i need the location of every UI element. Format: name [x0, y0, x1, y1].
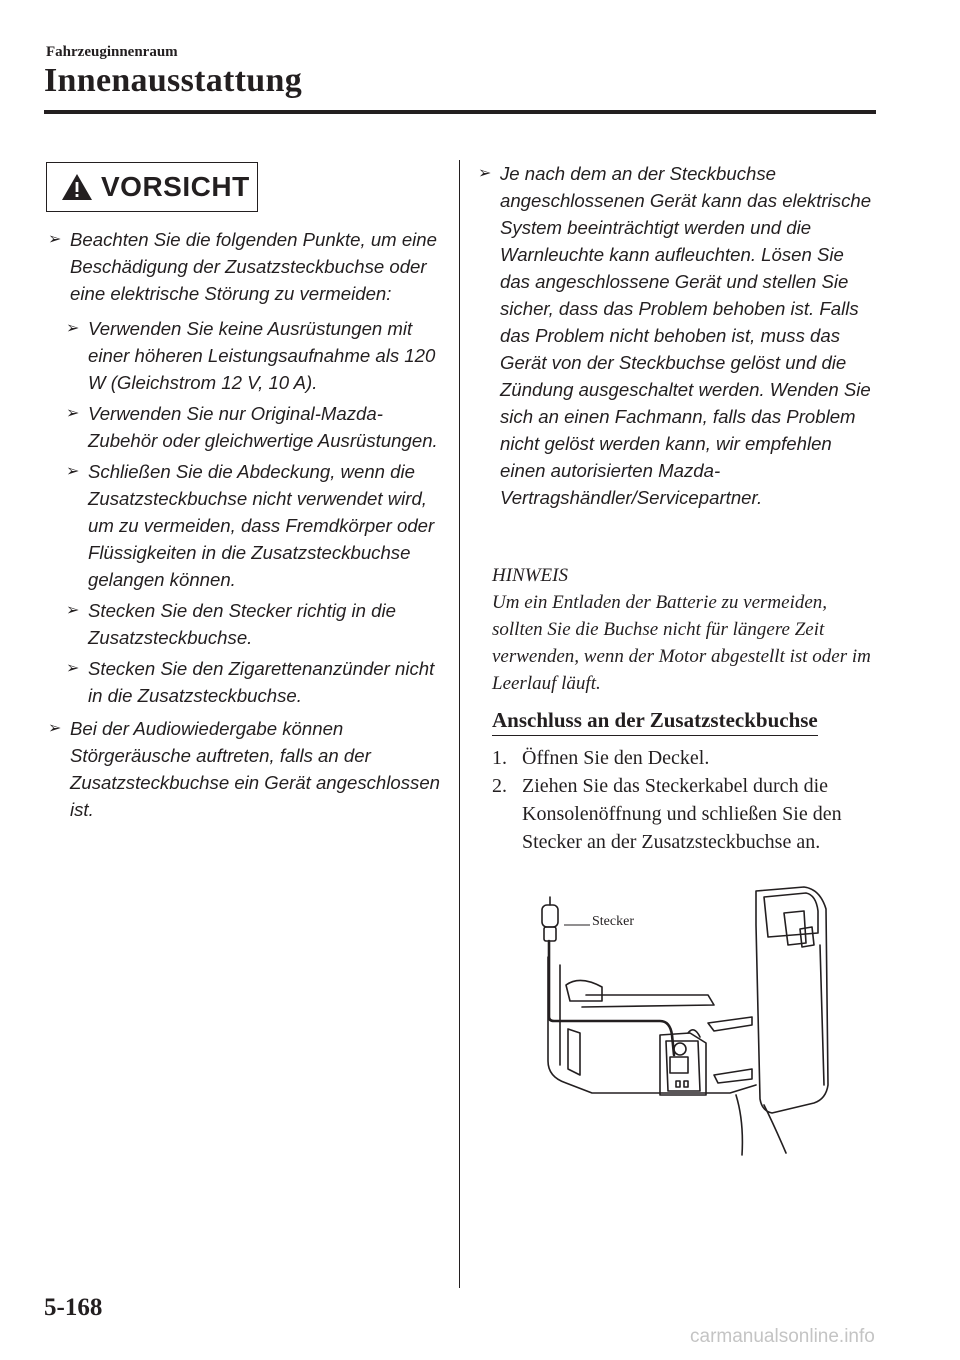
caution-subitem: [66, 458, 442, 593]
plug-callout: Stecker: [592, 914, 634, 929]
step-number: 2.: [492, 775, 507, 797]
warning-box: [46, 162, 258, 212]
arrow-bullet-icon: ➢: [478, 165, 492, 182]
arrow-bullet-icon: ➢: [66, 602, 80, 619]
caution-text: Je nach dem an der Steckbuchse angeschlossenen Gerät kann das elektrische System beeinträchtigt werden und die Warnleuchte kann aufleuchten. Lösen Sie das angeschlossene Gerät und stellen Sie sicher, dass das Problem behoben ist. Falls das Problem nicht behoben ist, muss das Gerät von der Steckbuchse gelöst und die Zündung ausgeschaltet werden. Wenden Sie sich an einen Fachmann, falls das Problem nicht gelöst werden kann, wir empfehlen einen autorisierten Mazda-Vertragshändler/Servicepartner.: [500, 163, 872, 508]
page-number: 5-168: [44, 1294, 103, 1321]
arrow-bullet-icon: ➢: [66, 320, 80, 337]
step-text: Ziehen Sie das Steckerkabel durch die Konsolenöffnung und schließen Sie den Stecker an der Zusatzsteckbuchse an.: [522, 775, 842, 853]
connection-steps: [492, 744, 882, 856]
caution-text: Verwenden Sie nur Original-Mazda-Zubehör oder gleichwertige Ausrüstungen.: [88, 403, 438, 451]
page-title: Innenausstattung: [44, 62, 303, 99]
arrow-bullet-icon: ➢: [66, 463, 80, 480]
caution-item: [48, 715, 442, 823]
socket-illustration: [520, 885, 834, 1160]
caution-subitem: [66, 315, 442, 396]
caution-text: Stecken Sie den Zigarettenanzünder nicht in die Zusatzsteckbuchse.: [88, 658, 435, 706]
step-number: 1.: [492, 747, 507, 769]
arrow-bullet-icon: ➢: [48, 720, 62, 737]
caution-subitem: [66, 400, 442, 454]
title-rule: [44, 110, 876, 114]
caution-left-column: [48, 226, 442, 823]
warning-label: VORSICHT: [101, 171, 250, 202]
step-item: [492, 744, 882, 772]
step-text: Öffnen Sie den Deckel.: [522, 747, 710, 769]
caution-text: Bei der Audiowiedergabe können Störgeräusche auftreten, falls an der Zusatzsteckbuchse ein Gerät angeschlossen ist.: [70, 718, 441, 820]
caution-text: Schließen Sie die Abdeckung, wenn die Zusatzsteckbuchse nicht verwendet wird, um zu vermeiden, dass Fremdkörper oder Flüssigkeiten in die Zusatzsteckbuchse gelangen können.: [88, 461, 435, 590]
warning-triangle-icon: [61, 173, 93, 201]
column-divider: [459, 160, 460, 1288]
caution-right-column: [478, 160, 878, 511]
section-label: Fahrzeuginnenraum: [46, 44, 178, 60]
connection-heading: Anschluss an der Zusatzsteckbuchse: [492, 708, 818, 736]
caution-item: [478, 160, 878, 511]
note-heading: HINWEIS: [492, 565, 568, 586]
caution-item: [48, 226, 442, 307]
caution-text: Verwenden Sie keine Ausrüstungen mit einer höheren Leistungsaufnahme als 120 W (Gleichstrom 12 V, 10 A).: [88, 318, 436, 393]
step-item: [492, 772, 882, 856]
arrow-bullet-icon: ➢: [66, 405, 80, 422]
caution-text: Beachten Sie die folgenden Punkte, um eine Beschädigung der Zusatzsteckbuchse oder eine elektrische Störung zu vermeiden:: [70, 229, 437, 304]
note-body: Um ein Entladen der Batterie zu vermeiden, sollten Sie die Buchse nicht für längere Zeit verwenden, wenn der Motor abgestellt ist oder im Leerlauf läuft.: [492, 592, 871, 694]
watermark[interactable]: carmanualsonline.info: [690, 1326, 875, 1347]
caution-subitem: [66, 655, 442, 709]
arrow-bullet-icon: ➢: [48, 231, 62, 248]
caution-text: Stecken Sie den Stecker richtig in die Zusatzsteckbuchse.: [88, 600, 396, 648]
caution-sublist: [48, 315, 442, 709]
caution-subitem: [66, 597, 442, 651]
arrow-bullet-icon: ➢: [66, 660, 80, 677]
